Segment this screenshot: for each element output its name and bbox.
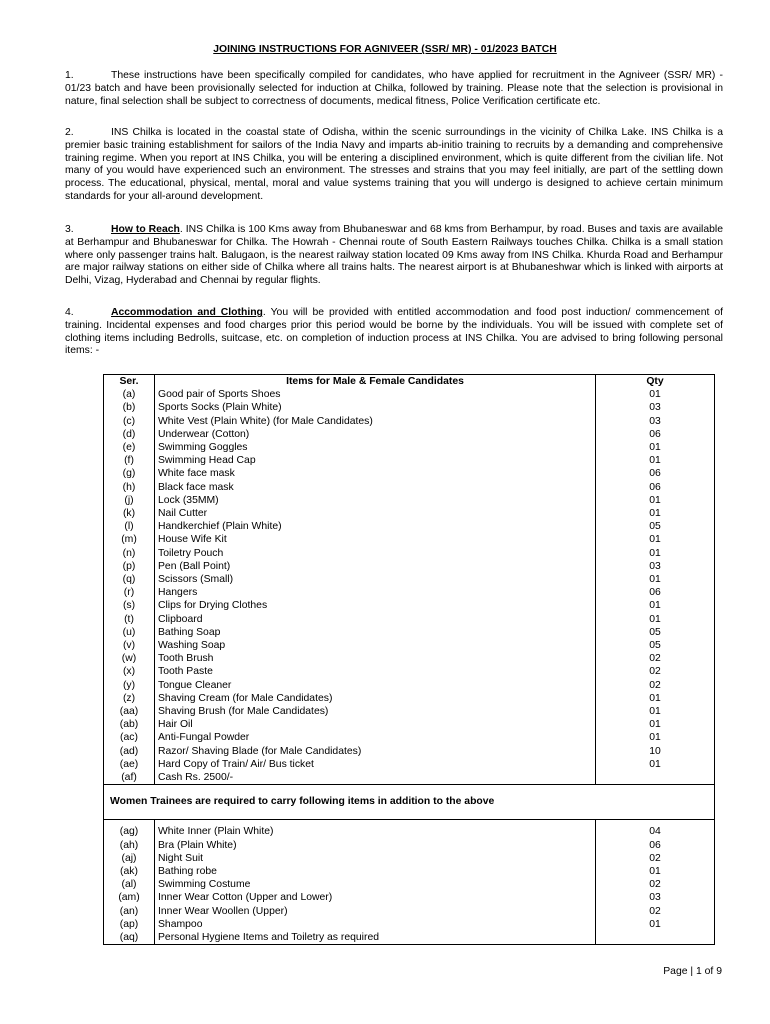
- cell-qty: 01: [596, 507, 715, 520]
- header-items: Items for Male & Female Candidates: [155, 375, 596, 389]
- cell-qty: 03: [596, 891, 715, 904]
- cell-item: Nail Cutter: [155, 507, 596, 520]
- table-women-section: [104, 785, 715, 826]
- cell-ser: (ag): [104, 825, 155, 838]
- table-row: [104, 771, 715, 785]
- cell-qty: 01: [596, 388, 715, 401]
- cell-ser: (aq): [104, 931, 155, 945]
- cell-ser: (an): [104, 905, 155, 918]
- cell-item: Clipboard: [155, 613, 596, 626]
- cell-ser: (l): [104, 520, 155, 533]
- paragraph-heading-accommodation: Accommodation and Clothing: [111, 307, 263, 318]
- table-row: [104, 692, 715, 705]
- page-number: Page | 1 of 9: [663, 966, 722, 977]
- women-heading: Women Trainees are required to carry following items in addition to the above: [104, 785, 715, 820]
- header-ser: Ser.: [104, 375, 155, 389]
- cell-qty: 01: [596, 613, 715, 626]
- cell-item: Underwear (Cotton): [155, 428, 596, 441]
- paragraph-number: 4.: [65, 307, 74, 318]
- cell-ser: (am): [104, 891, 155, 904]
- cell-qty: 01: [596, 599, 715, 612]
- cell-item: Pen (Ball Point): [155, 560, 596, 573]
- table-row: [104, 679, 715, 692]
- cell-ser: (z): [104, 692, 155, 705]
- table-row: [104, 905, 715, 918]
- cell-item: Personal Hygiene Items and Toiletry as required: [155, 931, 596, 945]
- cell-ser: (ak): [104, 865, 155, 878]
- table-row: [104, 520, 715, 533]
- cell-item: Inner Wear Cotton (Upper and Lower): [155, 891, 596, 904]
- cell-ser: (y): [104, 679, 155, 692]
- cell-qty: 01: [596, 692, 715, 705]
- table-row: [104, 825, 715, 838]
- paragraph-number: 1.: [65, 70, 74, 81]
- table-row: [104, 454, 715, 467]
- cell-qty: 01: [596, 918, 715, 931]
- personal-items-table: [103, 374, 715, 945]
- cell-qty: 05: [596, 626, 715, 639]
- cell-ser: (g): [104, 467, 155, 480]
- table-row: [104, 441, 715, 454]
- table-row: [104, 665, 715, 678]
- cell-item: Swimming Goggles: [155, 441, 596, 454]
- table-row: [104, 507, 715, 520]
- cell-item: Shampoo: [155, 918, 596, 931]
- paragraph-number: 2.: [65, 127, 74, 138]
- cell-ser: (a): [104, 388, 155, 401]
- table-row: [104, 586, 715, 599]
- table-row: [104, 573, 715, 586]
- table-row: [104, 705, 715, 718]
- paragraph-1: [65, 70, 723, 108]
- cell-item: Black face mask: [155, 481, 596, 494]
- cell-item: Tooth Brush: [155, 652, 596, 665]
- table-row: [104, 533, 715, 546]
- cell-ser: (f): [104, 454, 155, 467]
- cell-ser: (n): [104, 547, 155, 560]
- table-row: [104, 599, 715, 612]
- cell-qty: 05: [596, 639, 715, 652]
- cell-ser: (aj): [104, 852, 155, 865]
- cell-qty: 01: [596, 705, 715, 718]
- table-row: [104, 878, 715, 891]
- cell-ser: (ab): [104, 718, 155, 731]
- cell-qty: 01: [596, 494, 715, 507]
- table-row: [104, 388, 715, 401]
- paragraph-text: INS Chilka is located in the coastal state of Odisha, within the scenic surroundings in the vicinity of Chilka Lake. INS Chilka is a premier basic training establishment for sailors of the India Navy and imparts ab-initio training to recruits by a demanding and comprehensive training regime. When you report at INS Chilka, you will be entering a disciplined environment, which is quite different from the civilian life. Not many of you would have experienced such an environment. The stresses and strains that you may feel initially, are part of the settling down process. The educational, physical, mental, moral and value systems training that you will undergo is designed to achieve certain minimum standards for your all-around development.: [65, 127, 723, 202]
- cell-qty: [596, 931, 715, 945]
- table-row: [104, 852, 715, 865]
- cell-qty: 01: [596, 547, 715, 560]
- cell-item: Hard Copy of Train/ Air/ Bus ticket: [155, 758, 596, 771]
- cell-ser: (j): [104, 494, 155, 507]
- cell-ser: (aa): [104, 705, 155, 718]
- cell-qty: [596, 771, 715, 785]
- paragraph-2: [65, 127, 723, 204]
- table-row: [104, 467, 715, 480]
- table-row: [104, 428, 715, 441]
- cell-qty: 02: [596, 679, 715, 692]
- cell-ser: (b): [104, 401, 155, 414]
- paragraph-3: [65, 224, 723, 288]
- cell-qty: 02: [596, 852, 715, 865]
- cell-qty: 05: [596, 520, 715, 533]
- table-row: [104, 758, 715, 771]
- table-row: [104, 547, 715, 560]
- cell-ser: (ah): [104, 839, 155, 852]
- cell-ser: (u): [104, 626, 155, 639]
- cell-item: Swimming Head Cap: [155, 454, 596, 467]
- cell-item: Bathing Soap: [155, 626, 596, 639]
- cell-qty: 01: [596, 731, 715, 744]
- cell-ser: (p): [104, 560, 155, 573]
- cell-item: Shaving Brush (for Male Candidates): [155, 705, 596, 718]
- cell-qty: 02: [596, 665, 715, 678]
- cell-item: Toiletry Pouch: [155, 547, 596, 560]
- table-row: [104, 745, 715, 758]
- cell-ser: (m): [104, 533, 155, 546]
- table-body-main: [104, 388, 715, 785]
- cell-ser: (c): [104, 415, 155, 428]
- cell-item: Tooth Paste: [155, 665, 596, 678]
- paragraph-4: [65, 307, 723, 358]
- cell-qty: 10: [596, 745, 715, 758]
- cell-item: Bra (Plain White): [155, 839, 596, 852]
- cell-qty: 03: [596, 415, 715, 428]
- cell-qty: 01: [596, 573, 715, 586]
- cell-item: Lock (35MM): [155, 494, 596, 507]
- cell-ser: (ap): [104, 918, 155, 931]
- table-row: [104, 415, 715, 428]
- cell-qty: 04: [596, 825, 715, 838]
- cell-item: Tongue Cleaner: [155, 679, 596, 692]
- cell-qty: 02: [596, 652, 715, 665]
- cell-item: Night Suit: [155, 852, 596, 865]
- cell-item: Inner Wear Woollen (Upper): [155, 905, 596, 918]
- table-row: [104, 891, 715, 904]
- paragraph-text: These instructions have been specifically compiled for candidates, who have applied for recruitment in the Agniveer (SSR/ MR) - 01/23 batch and have been provisionally selected for induction at Chilka, followed by training. Please note that the selection is provisional in nature, final selection shall be subject to correctness of documents, medical fitness, Police Verification certificate etc.: [65, 70, 723, 107]
- cell-ser: (k): [104, 507, 155, 520]
- cell-qty: 03: [596, 560, 715, 573]
- table-row: [104, 865, 715, 878]
- cell-item: White face mask: [155, 467, 596, 480]
- paragraph-number: 3.: [65, 224, 74, 235]
- document-title: JOINING INSTRUCTIONS FOR AGNIVEER (SSR/ MR) - 01/2023 BATCH: [213, 44, 557, 55]
- cell-item: Scissors (Small): [155, 573, 596, 586]
- cell-item: White Vest (Plain White) (for Male Candidates): [155, 415, 596, 428]
- cell-item: Razor/ Shaving Blade (for Male Candidates): [155, 745, 596, 758]
- table-row: [104, 718, 715, 731]
- cell-qty: 03: [596, 401, 715, 414]
- women-heading-row: [104, 785, 715, 820]
- table-row: [104, 639, 715, 652]
- table-row: [104, 481, 715, 494]
- cell-ser: (ae): [104, 758, 155, 771]
- cell-ser: (r): [104, 586, 155, 599]
- cell-qty: 06: [596, 481, 715, 494]
- table-row: [104, 494, 715, 507]
- cell-item: Washing Soap: [155, 639, 596, 652]
- table-row: [104, 731, 715, 744]
- cell-ser: (ac): [104, 731, 155, 744]
- cell-item: Hair Oil: [155, 718, 596, 731]
- table-row: [104, 839, 715, 852]
- cell-item: Shaving Cream (for Male Candidates): [155, 692, 596, 705]
- cell-ser: (h): [104, 481, 155, 494]
- cell-ser: (v): [104, 639, 155, 652]
- cell-ser: (ad): [104, 745, 155, 758]
- cell-item: Hangers: [155, 586, 596, 599]
- cell-item: Handkerchief (Plain White): [155, 520, 596, 533]
- cell-qty: 01: [596, 533, 715, 546]
- table-row: [104, 560, 715, 573]
- cell-qty: 01: [596, 865, 715, 878]
- cell-qty: 01: [596, 454, 715, 467]
- cell-ser: (t): [104, 613, 155, 626]
- paragraph-text: . You will be provided with entitled accommodation and food post induction/ commencement of training. Incidental expenses and food charges prior this period would be borne by the individuals. You will be issued with complete set of clothing items including Bedrolls, suitcase, etc. on completion of induction process at INS Chilka. You are advised to bring following personal items: -: [65, 307, 724, 357]
- cell-ser: (x): [104, 665, 155, 678]
- cell-item: Good pair of Sports Shoes: [155, 388, 596, 401]
- cell-item: Cash Rs. 2500/-: [155, 771, 596, 785]
- table-row: [104, 401, 715, 414]
- table-body-women: [104, 825, 715, 944]
- cell-ser: (w): [104, 652, 155, 665]
- cell-item: House Wife Kit: [155, 533, 596, 546]
- cell-qty: 01: [596, 758, 715, 771]
- cell-ser: (al): [104, 878, 155, 891]
- cell-qty: 06: [596, 467, 715, 480]
- cell-ser: (d): [104, 428, 155, 441]
- cell-qty: 02: [596, 878, 715, 891]
- paragraph-text: . INS Chilka is 100 Kms away from Bhubaneswar and 68 kms from Berhampur, by road. Buses and taxis are available at Berhampur and Bhubaneswar for Chilka. The Howrah - Chennai route of South Eastern Railways touches Chilka. Chilka is a small station where only passenger trains halt. Balugaon, is the nearest railway station located 09 Kms away from INS Chilka. Khurda Road and Berhampur are major railway stations on either side of Chilka where all trains halts. The nearest airport is at Bhubaneshwar which is linked with airports at Delhi, Vizag, Hyderabad and Chennai by regular flights.: [65, 224, 723, 287]
- cell-ser: (q): [104, 573, 155, 586]
- cell-item: White Inner (Plain White): [155, 825, 596, 838]
- cell-item: Clips for Drying Clothes: [155, 599, 596, 612]
- table-row: [104, 652, 715, 665]
- table-row: [104, 626, 715, 639]
- cell-item: Anti-Fungal Powder: [155, 731, 596, 744]
- table-row: [104, 918, 715, 931]
- cell-ser: (af): [104, 771, 155, 785]
- table-header-row: [104, 375, 715, 389]
- header-qty: Qty: [596, 375, 715, 389]
- cell-qty: 02: [596, 905, 715, 918]
- table-row: [104, 931, 715, 945]
- cell-qty: 06: [596, 839, 715, 852]
- table-row: [104, 613, 715, 626]
- cell-item: Sports Socks (Plain White): [155, 401, 596, 414]
- cell-qty: 01: [596, 441, 715, 454]
- cell-ser: (e): [104, 441, 155, 454]
- cell-ser: (s): [104, 599, 155, 612]
- cell-item: Swimming Costume: [155, 878, 596, 891]
- cell-qty: 06: [596, 428, 715, 441]
- cell-item: Bathing robe: [155, 865, 596, 878]
- cell-qty: 06: [596, 586, 715, 599]
- paragraph-heading-how-to-reach: How to Reach: [111, 224, 180, 235]
- cell-qty: 01: [596, 718, 715, 731]
